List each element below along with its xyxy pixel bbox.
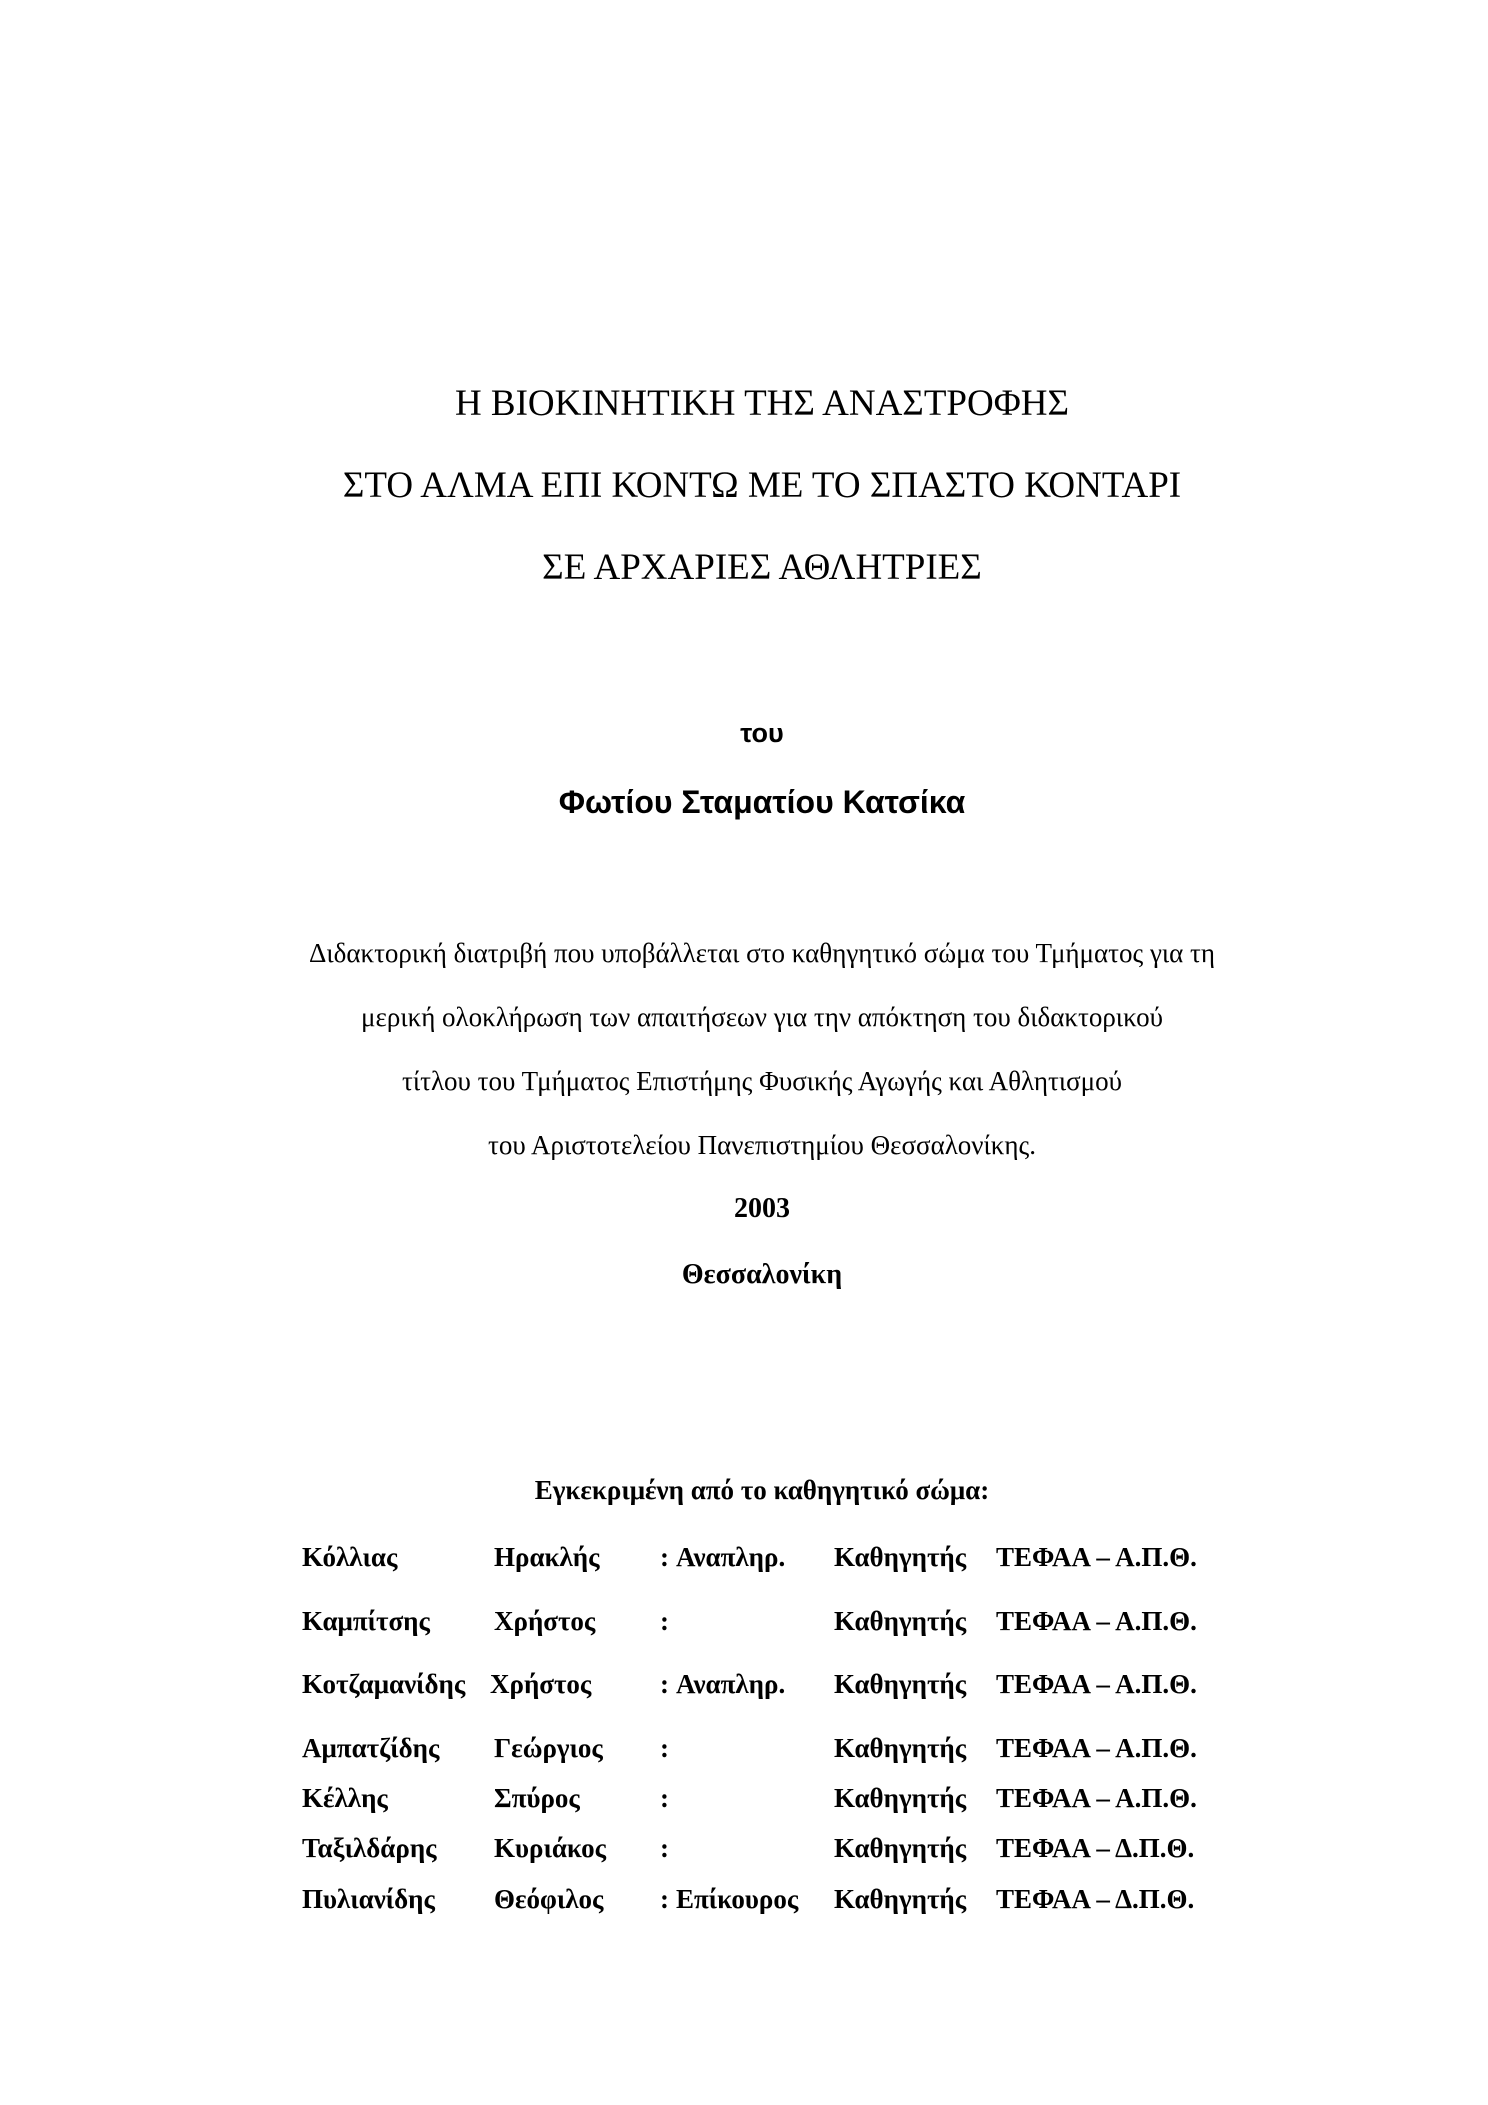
- year: 2003: [734, 1193, 790, 1224]
- description-line-4: του Αριστοτελείου Πανεπιστημίου Θεσσαλονίκης.: [488, 1130, 1036, 1160]
- member-colon: :: [660, 1833, 669, 1863]
- member-first-name: Ηρακλής: [494, 1542, 600, 1572]
- member-first-name: Κυριάκος: [494, 1833, 607, 1863]
- title-line-3: ΣΕ ΑΡΧΑΡΙΕΣ ΑΘΛΗΤΡΙΕΣ: [542, 547, 982, 588]
- member-rank: Επίκουρος: [676, 1884, 799, 1914]
- member-colon: :: [660, 1783, 669, 1813]
- title-line-1: Η ΒΙΟΚΙΝΗΤΙΚΗ ΤΗΣ ΑΝΑΣΤΡΟΦΗΣ: [454, 383, 1070, 424]
- city: Θεσσαλονίκη: [681, 1259, 843, 1290]
- member-colon: :: [660, 1884, 669, 1914]
- member-department: ΤΕΦΑΑ – Α.Π.Θ.: [996, 1783, 1197, 1813]
- thesis-title: [0, 385, 1488, 586]
- member-first-name: Χρήστος: [490, 1669, 592, 1699]
- member-colon: :: [660, 1733, 669, 1763]
- by-label: του: [740, 718, 784, 748]
- member-title: Καθηγητής: [834, 1884, 967, 1914]
- description-line-3: τίτλου του Τμήματος Επιστήμης Φυσικής Αγωγής και Αθλητισμού: [402, 1066, 1122, 1096]
- member-first-name: Γεώργιος: [494, 1733, 603, 1763]
- member-first-name: Σπύρος: [494, 1783, 580, 1813]
- member-title: Καθηγητής: [834, 1606, 967, 1636]
- member-title: Καθηγητής: [834, 1733, 967, 1763]
- member-department: ΤΕΦΑΑ – Α.Π.Θ.: [996, 1606, 1197, 1636]
- member-department: ΤΕΦΑΑ – Α.Π.Θ.: [996, 1733, 1197, 1763]
- member-title: Καθηγητής: [834, 1783, 967, 1813]
- member-department: ΤΕΦΑΑ – Δ.Π.Θ.: [996, 1833, 1195, 1863]
- member-first-name: Θεόφιλος: [494, 1884, 604, 1914]
- member-department: ΤΕΦΑΑ – Δ.Π.Θ.: [996, 1884, 1195, 1914]
- member-surname: Καμπίτσης: [302, 1606, 430, 1636]
- member-rank: Αναπληρ.: [676, 1669, 786, 1699]
- title-line-2: ΣΤΟ ΑΛΜΑ ΕΠΙ ΚΟΝΤΩ ΜΕ ΤΟ ΣΠΑΣΤΟ ΚΟΝΤΑΡΙ: [342, 465, 1182, 506]
- description-line-2: μερική ολοκλήρωση των απαιτήσεων για την απόκτηση του διδακτορικού: [361, 1002, 1163, 1032]
- member-surname: Πυλιανίδης: [302, 1884, 435, 1914]
- description-line-1: Διδακτορική διατριβή που υποβάλλεται στο καθηγητικό σώμα του Τμήματος για τη: [308, 938, 1216, 968]
- member-colon: :: [660, 1606, 669, 1636]
- member-department: ΤΕΦΑΑ – Α.Π.Θ.: [996, 1669, 1197, 1699]
- author-block: [0, 718, 1488, 820]
- author-name: Φωτίου Σταματίου Κατσίκα: [558, 784, 966, 820]
- member-surname: Κόλλιας: [302, 1542, 398, 1572]
- member-surname: Κοτζαμανίδης: [302, 1669, 466, 1699]
- member-surname: Ταξιλδάρης: [302, 1833, 437, 1863]
- member-title: Καθηγητής: [834, 1833, 967, 1863]
- thesis-description: [0, 937, 1488, 1291]
- committee-heading: Εγκεκριμένη από το καθηγητικό σώμα:: [534, 1475, 990, 1505]
- member-department: ΤΕΦΑΑ – Α.Π.Θ.: [996, 1542, 1197, 1572]
- member-surname: Αμπατζίδης: [302, 1733, 440, 1763]
- member-title: Καθηγητής: [834, 1669, 967, 1699]
- member-surname: Κέλλης: [302, 1783, 388, 1813]
- member-first-name: Χρήστος: [494, 1606, 596, 1636]
- member-rank: Αναπληρ.: [676, 1542, 786, 1572]
- member-title: Καθηγητής: [834, 1542, 967, 1572]
- member-colon: :: [660, 1542, 669, 1572]
- member-colon: :: [660, 1669, 669, 1699]
